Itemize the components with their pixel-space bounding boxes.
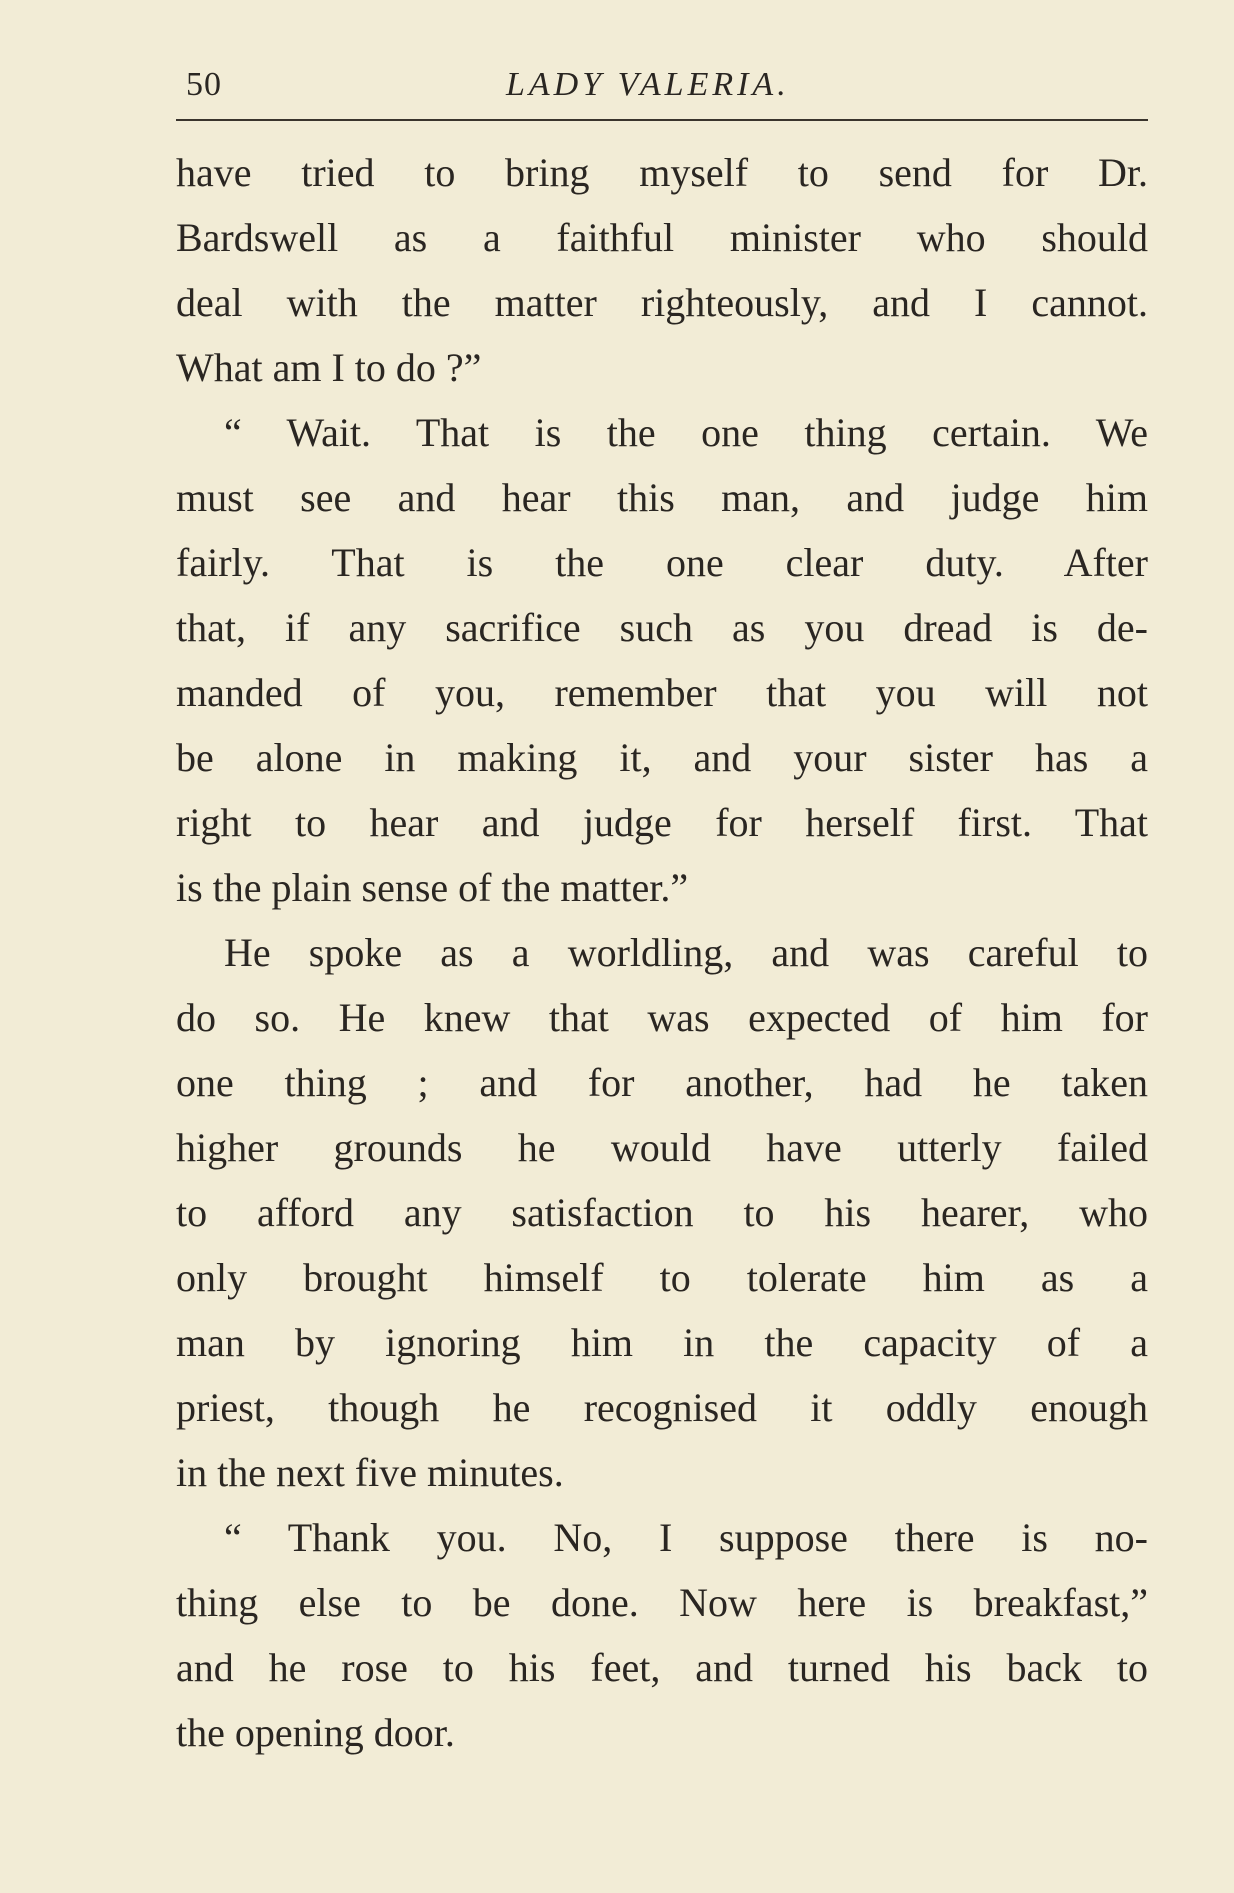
text-line: manded of you, remember that you will not	[176, 670, 1148, 715]
text-line: must see and hear this man, and judge him	[176, 475, 1148, 520]
text-line: What am I to do ?”	[176, 345, 482, 390]
text-line: higher grounds he would have utterly failed	[176, 1125, 1148, 1170]
text-line: only brought himself to tolerate him as a	[176, 1255, 1148, 1300]
text-line: right to hear and judge for herself first. That	[176, 800, 1148, 845]
text-line: that, if any sacrifice such as you dread is de-	[176, 605, 1148, 650]
text-line: do so. He knew that was expected of him for	[176, 995, 1148, 1040]
running-head: LADY VALERIA.	[506, 66, 790, 103]
text-line: the opening door.	[176, 1710, 455, 1755]
header-rule	[176, 119, 1148, 121]
body-text	[176, 140, 1148, 1765]
page-header	[176, 58, 1146, 108]
text-line: Bardswell as a faithful minister who should	[176, 215, 1148, 260]
text-line: to afford any satisfaction to his hearer, who	[176, 1190, 1148, 1235]
text-line: man by ignoring him in the capacity of a	[176, 1320, 1148, 1365]
text-line: be alone in making it, and your sister has a	[176, 735, 1148, 780]
text-line: thing else to be done. Now here is breakfast,”	[176, 1580, 1148, 1625]
text-line: is the plain sense of the matter.”	[176, 865, 689, 910]
text-line: have tried to bring myself to send for Dr.	[176, 150, 1148, 195]
text-line: in the next five minutes.	[176, 1450, 564, 1495]
text-line: “ Thank you. No, I suppose there is no-	[224, 1515, 1148, 1560]
text-line: one thing ; and for another, had he taken	[176, 1060, 1148, 1105]
text-line: and he rose to his feet, and turned his back to	[176, 1645, 1148, 1690]
text-line: priest, though he recognised it oddly enough	[176, 1385, 1148, 1430]
text-line: deal with the matter righteously, and I cannot.	[176, 280, 1148, 325]
text-line: He spoke as a worldling, and was careful to	[224, 930, 1148, 975]
text-line: “ Wait. That is the one thing certain. We	[224, 410, 1148, 455]
page-number: 50	[186, 66, 222, 103]
text-line: fairly. That is the one clear duty. After	[176, 540, 1148, 585]
